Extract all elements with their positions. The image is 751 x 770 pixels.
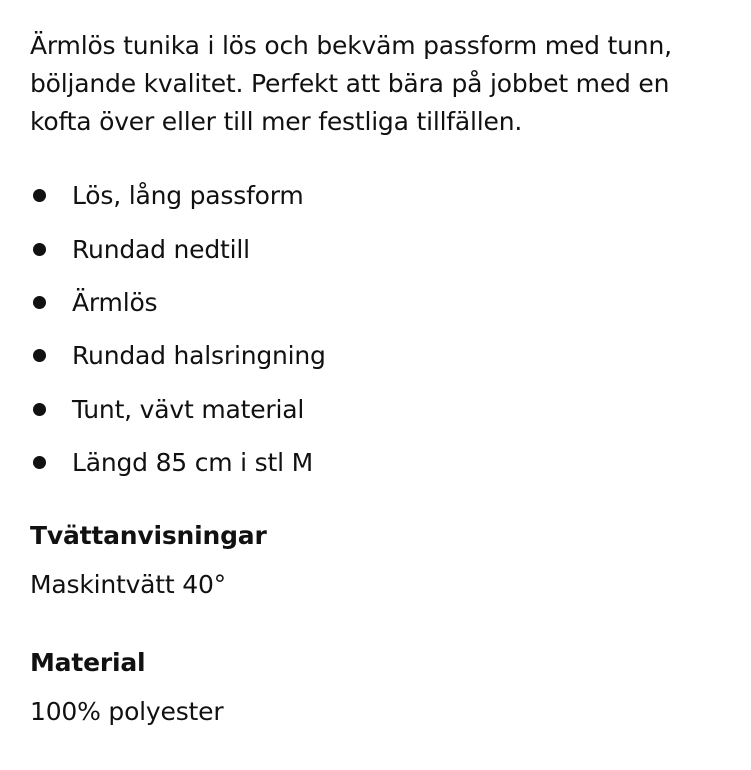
description-line-1: Ärmlös tunika i lös och bekväm passform med tunn, — [30, 31, 672, 60]
material-section — [30, 645, 739, 729]
list-item — [30, 222, 739, 275]
bullet-icon — [33, 296, 46, 309]
list-item — [30, 169, 739, 222]
feature-list — [30, 169, 739, 489]
care-instructions: Maskintvätt 40° — [30, 570, 226, 600]
bullet-icon — [33, 189, 46, 202]
material-heading: Material — [30, 648, 146, 678]
description-line-2: böljande kvalitet. Perfekt att bära på jobbet med en — [30, 69, 670, 98]
feature-text: Rundad nedtill — [72, 234, 250, 264]
list-item — [30, 276, 739, 329]
feature-text: Längd 85 cm i stl M — [72, 448, 313, 478]
list-item — [30, 436, 739, 489]
bullet-icon — [33, 243, 46, 256]
bullet-icon — [33, 403, 46, 416]
feature-text: Lös, lång passform — [72, 181, 304, 211]
care-heading: Tvättanvisningar — [30, 521, 267, 551]
bullet-icon — [33, 349, 46, 362]
list-item — [30, 329, 739, 382]
list-item — [30, 383, 739, 436]
feature-text: Ärmlös — [72, 287, 158, 317]
feature-text: Rundad halsringning — [72, 341, 326, 371]
feature-text: Tunt, vävt material — [72, 394, 305, 424]
bullet-icon — [33, 456, 46, 469]
product-description — [30, 27, 739, 141]
care-section — [30, 518, 739, 602]
description-line-3: kofta över eller till mer festliga tillfällen. — [30, 107, 523, 136]
material-composition: 100% polyester — [30, 697, 224, 727]
